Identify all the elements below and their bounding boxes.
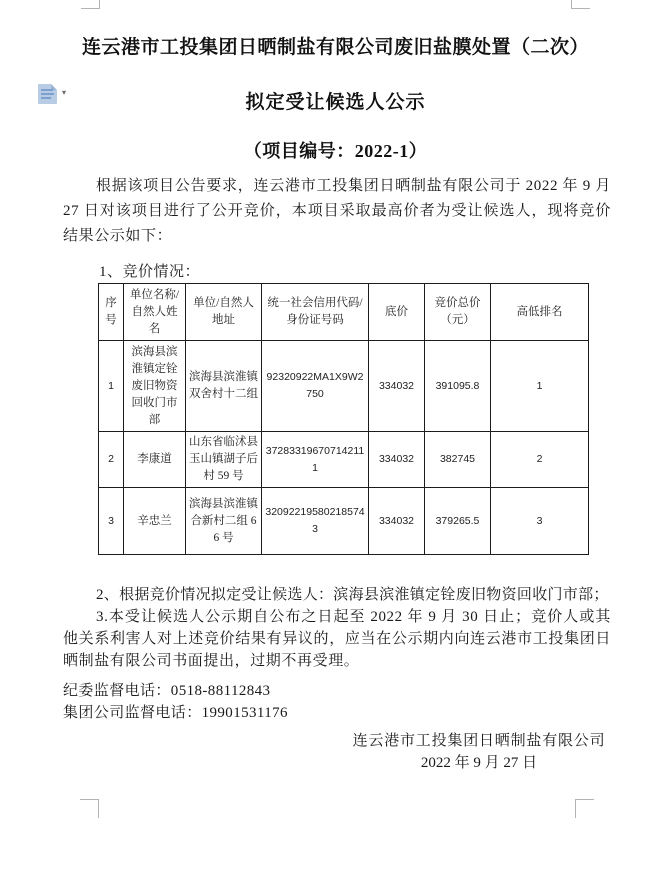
crop-mark-top-left [81,0,100,9]
intro-paragraph: 根据该项目公告要求，连云港市工投集团日晒制盐有限公司于 2022 年 9 月 27 日对该项目进行了公开竞价，本项目采取最高价者为受让候选人，现将竞价结果公示如下： [63,178,611,244]
cell-base-price: 334032 [369,432,425,488]
cell-seq: 2 [99,432,124,488]
candidate-paragraph: 2、根据竞价情况拟定受让候选人：滨海县滨淮镇定铨废旧物资回收门市部； [96,587,609,603]
table-row [99,488,589,555]
section1-heading: 1、竞价情况： [99,264,201,280]
cell-ranking: 1 [491,341,589,432]
discipline-phone-line: 纪委监督电话：0518-88112843 [63,683,271,699]
cell-credit-code: 92320922MA1X9W2750 [262,341,369,432]
cell-address: 滨海县滨淮镇合新村二组 66 号 [186,488,262,555]
signature-date: 2022 年 9 月 27 日 [420,755,538,771]
table-row [99,432,589,488]
publicity-period-paragraph: 3.本受让候选人公示期自公布之日起至 2022 年 9 月 30 日止；竞价人或其他关系利害人对上述竞价结果有异议的，应当在公示期内向连云港市工投集团日晒制盐有限公司书面提出，过期不再受理。 [63,609,611,669]
cell-ranking: 3 [491,488,589,555]
cell-base-price: 334032 [369,488,425,555]
cell-name: 李康道 [124,432,186,488]
signature-company: 连云港市工投集团日晒制盐有限公司 [352,733,606,749]
cell-ranking: 2 [491,432,589,488]
cell-address: 滨海县滨淮镇双舍村十二组 [186,341,262,432]
cell-name: 辛忠兰 [124,488,186,555]
cell-credit-code: 372833196707142111 [262,432,369,488]
table-row [99,341,589,432]
document-title-line2: 拟定受让候选人公示 [245,92,426,113]
header-credit-code: 统一社会信用代码/身份证号码 [262,284,369,341]
cell-total-bid: 382745 [425,432,491,488]
cell-total-bid: 391095.8 [425,341,491,432]
cell-credit-code: 320922195802185743 [262,488,369,555]
cell-name: 滨海县滨淮镇定铨废旧物资回收门市部 [124,341,186,432]
cell-seq: 3 [99,488,124,555]
cell-total-bid: 379265.5 [425,488,491,555]
project-number: （项目编号：2022-1） [243,141,428,161]
cell-address: 山东省临沭县玉山镇湖子后村 59 号 [186,432,262,488]
cell-base-price: 334032 [369,341,425,432]
header-seq: 序号 [99,284,124,341]
header-name: 单位名称/自然人姓名 [124,284,186,341]
header-total-bid: 竞价总价（元） [425,284,491,341]
group-phone-line: 集团公司监督电话：19901531176 [63,705,288,721]
crop-mark-bottom-left [80,799,99,818]
header-address: 单位/自然人地址 [186,284,262,341]
header-base-price: 底价 [369,284,425,341]
document-title-line1: 连云港市工投集团日晒制盐有限公司废旧盐膜处置（二次） [81,37,589,58]
cell-seq: 1 [99,341,124,432]
bidding-results-table [98,283,589,555]
crop-mark-bottom-right [575,799,594,818]
header-ranking: 高低排名 [491,284,589,341]
chevron-down-icon[interactable]: ▾ [62,88,67,97]
crop-mark-top-right [571,0,590,9]
table-header-row [99,284,589,341]
